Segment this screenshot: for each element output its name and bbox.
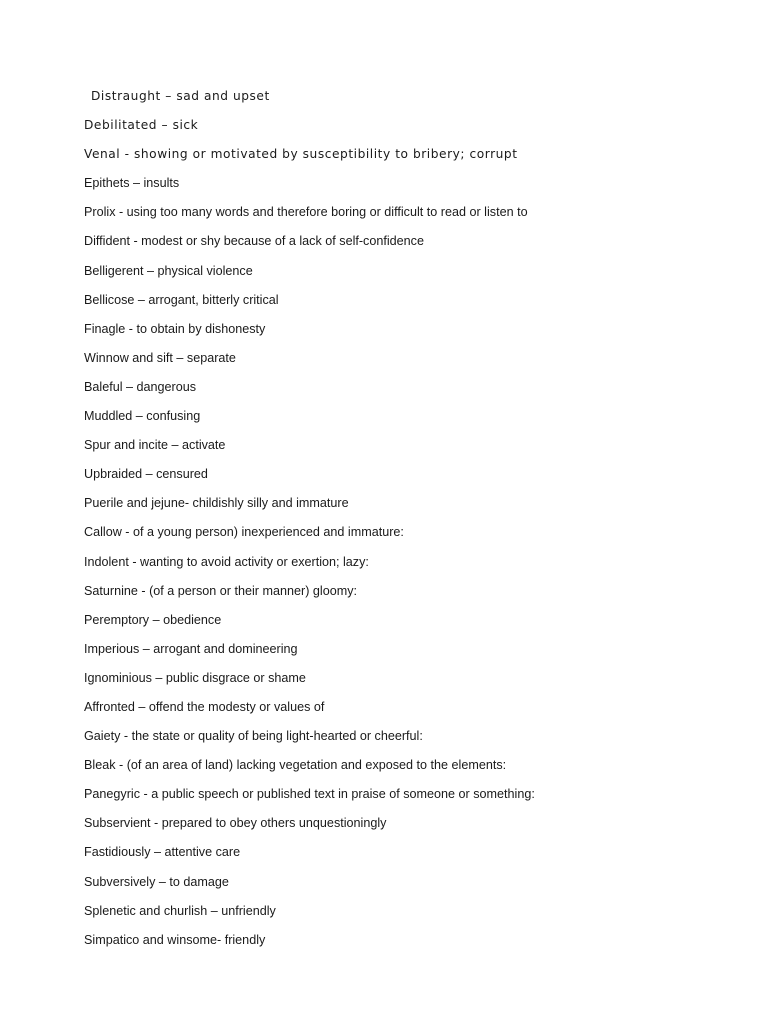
vocab-line: Distraught – sad and upset [91, 89, 270, 103]
vocab-line: Peremptory – obedience [84, 612, 222, 627]
vocab-line: Muddled – confusing [84, 409, 201, 424]
vocab-line: Indolent - wanting to avoid activity or exertion; lazy: [84, 554, 369, 569]
vocab-line: Subservient - prepared to obey others unquestioningly [84, 816, 387, 831]
vocab-line: Diffident - modest or shy because of a lack of self-confidence [84, 234, 424, 249]
vocab-line: Bellicose – arrogant, bitterly critical [84, 292, 279, 307]
vocab-line: Affronted – offend the modesty or values of [84, 699, 325, 714]
vocab-line: Belligerent – physical violence [84, 263, 253, 278]
vocab-line: Venal - showing or motivated by susceptibility to bribery; corrupt [84, 147, 518, 162]
vocab-line: Imperious – arrogant and domineering [84, 641, 298, 656]
vocab-line: Panegyric - a public speech or published text in praise of someone or something: [84, 787, 535, 802]
vocab-line: Fastidiously – attentive care [84, 845, 241, 860]
vocab-line: Baleful – dangerous [84, 379, 197, 394]
vocab-line: Spur and incite – activate [84, 438, 226, 453]
vocab-line: Winnow and sift – separate [84, 350, 236, 365]
vocab-line: Debilitated – sick [84, 118, 199, 133]
vocab-line: Bleak - (of an area of land) lacking vegetation and exposed to the elements: [84, 758, 507, 773]
vocab-line: Splenetic and churlish – unfriendly [84, 903, 276, 918]
vocab-line: Subversively – to damage [84, 874, 229, 889]
vocab-line: Finagle - to obtain by dishonesty [84, 321, 266, 336]
vocab-line: Gaiety - the state or quality of being light-hearted or cheerful: [84, 729, 423, 744]
vocab-line: Saturnine - (of a person or their manner) gloomy: [84, 583, 357, 598]
vocab-line: Epithets – insults [84, 176, 180, 191]
vocab-line: Callow - of a young person) inexperienced and immature: [84, 525, 404, 540]
vocab-line: Ignominious – public disgrace or shame [84, 670, 306, 685]
vocab-line: Simpatico and winsome- friendly [84, 932, 266, 947]
vocabulary-list [84, 86, 744, 959]
vocab-line: Puerile and jejune- childishly silly and immature [84, 496, 349, 511]
vocab-line: Upbraided – censured [84, 467, 208, 482]
vocab-line: Prolix - using too many words and therefore boring or difficult to read or listen to [84, 205, 528, 220]
